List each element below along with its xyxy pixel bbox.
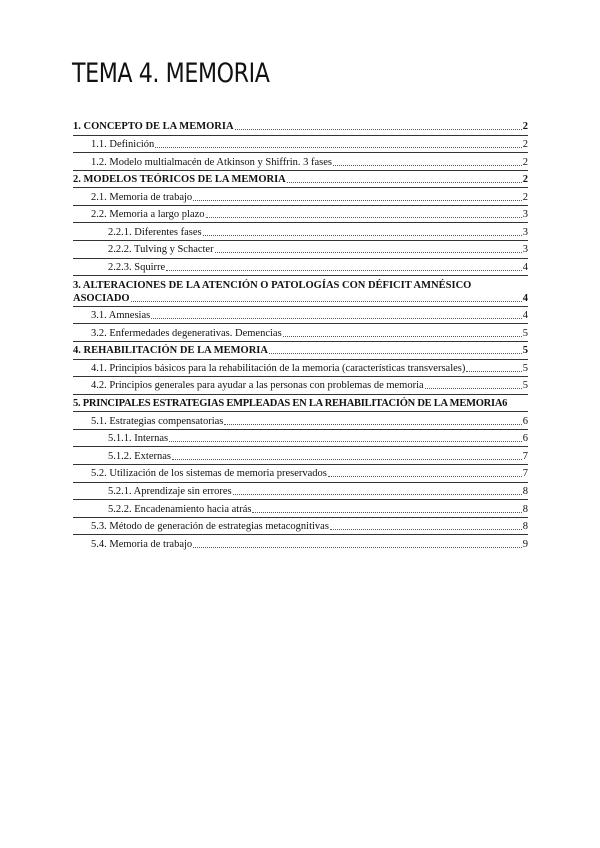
- dot-leader: [206, 217, 522, 218]
- toc-entry-page: 8: [522, 485, 528, 497]
- toc-entry-label: 2.2.2. Tulving y Schacter: [108, 244, 214, 256]
- toc-entry-page: 2: [522, 156, 528, 168]
- toc-entry-5-1-2[interactable]: [73, 447, 528, 465]
- toc-entry-page: 7: [522, 450, 528, 462]
- toc-entry-label: 4.1. Principios básicos para la rehabilitación de la memoria (características transversales): [91, 362, 466, 374]
- dot-leader: [166, 270, 522, 271]
- toc-entry-page: 5: [522, 362, 528, 374]
- dot-leader: [169, 441, 522, 442]
- toc-entry-1[interactable]: [73, 118, 528, 136]
- dot-leader: [269, 353, 522, 354]
- toc-entry-page: 4: [522, 262, 528, 274]
- dot-leader: [193, 547, 522, 548]
- dot-leader: [425, 388, 522, 389]
- dot-leader: [235, 129, 522, 130]
- dot-leader: [151, 318, 522, 319]
- toc-entry-1-1[interactable]: [73, 136, 528, 154]
- toc-entry-label: 1. CONCEPTO DE LA MEMORIA: [73, 121, 234, 133]
- toc-entry-label: 5.1. Estrategias compensatorias: [91, 415, 224, 427]
- toc-entry-label: ASOCIADO: [73, 292, 130, 304]
- toc-entry-page: 3: [522, 244, 528, 256]
- toc-entry-page: 5: [522, 327, 528, 339]
- dot-leader: [224, 424, 521, 425]
- dot-leader: [330, 529, 522, 530]
- toc-entry-label: 2.2.1. Diferentes fases: [108, 226, 202, 238]
- toc-entry-label: 2.2.3. Squirre: [108, 262, 166, 274]
- toc-entry-5-2[interactable]: [73, 465, 528, 483]
- toc-entry-2-2-1[interactable]: [73, 223, 528, 241]
- dot-leader: [203, 235, 522, 236]
- toc-entry-label: 3.1. Amnesias: [91, 310, 151, 322]
- dot-leader: [283, 336, 522, 337]
- toc-entry-label: 4.2. Principios generales para ayudar a las personas con problemas de memoria: [91, 380, 424, 392]
- toc-entry-5-2-1[interactable]: [73, 483, 528, 501]
- toc-entry-label: 5.1.1. Internas: [108, 433, 169, 445]
- dot-leader: [193, 200, 522, 201]
- toc-entry-page: 6: [522, 433, 528, 445]
- toc-entry-2-2-3[interactable]: [73, 259, 528, 277]
- toc-entry-2[interactable]: [73, 171, 528, 189]
- toc-entry-label: 1.2. Modelo multialmacén de Atkinson y Shiffrin. 3 fases: [91, 156, 332, 168]
- dot-leader: [131, 301, 522, 302]
- dot-leader: [172, 459, 522, 460]
- dot-leader: [252, 512, 521, 513]
- toc-entry-label: 5.3. Método de generación de estrategias metacognitivas: [91, 521, 329, 533]
- toc-entry-page: 2: [522, 191, 528, 203]
- toc-entry-5-3[interactable]: [73, 518, 528, 536]
- toc-entry-label-line1: 3. ALTERACIONES DE LA ATENCIÓN O PATOLOGÍAS CON DÉFICIT AMNÉSICO: [73, 279, 472, 291]
- toc-entry-label: 5.4. Memoria de trabajo: [91, 538, 193, 550]
- toc-entry-page: 4: [522, 292, 528, 304]
- toc-entry-label: 2. MODELOS TEÓRICOS DE LA MEMORIA: [73, 174, 286, 186]
- toc-entry-label: 5.2. Utilización de los sistemas de memoria preservados: [91, 468, 327, 480]
- toc-entry-5-4[interactable]: [73, 535, 528, 552]
- toc-entry-4-1[interactable]: [73, 360, 528, 378]
- dot-leader: [328, 476, 522, 477]
- toc-entry-2-1[interactable]: [73, 188, 528, 206]
- dot-leader: [155, 147, 521, 148]
- dot-leader: [333, 165, 522, 166]
- toc-entry-5-1-1[interactable]: [73, 430, 528, 448]
- toc-entry-page: 2: [522, 138, 528, 150]
- dot-leader: [233, 494, 522, 495]
- toc-entry-3[interactable]: [73, 276, 528, 307]
- toc-entry-label: 5.1.2. Externas: [108, 450, 171, 462]
- toc-entry-label: 2.2. Memoria a largo plazo: [91, 209, 205, 221]
- toc-entry-label: 2.1. Memoria de trabajo: [91, 191, 193, 203]
- toc-entry-5-2-2[interactable]: [73, 500, 528, 518]
- toc-entry-page: 3: [522, 226, 528, 238]
- toc-entry-5-1[interactable]: [73, 412, 528, 430]
- toc-entry-page: 6: [522, 415, 528, 427]
- toc-entry-page: 2: [522, 121, 528, 133]
- toc-entry-page: 8: [522, 521, 528, 533]
- toc-entry-3-2[interactable]: [73, 324, 528, 342]
- toc-entry-page: 6: [502, 398, 508, 410]
- toc-entry-label: 5. PRINCIPALES ESTRATEGIAS EMPLEADAS EN LA REHABILITACIÓN DE LA MEMORIA: [73, 398, 503, 410]
- toc-entry-4-2[interactable]: [73, 377, 528, 395]
- toc-entry-page: 7: [522, 468, 528, 480]
- toc-entry-page: 4: [522, 310, 528, 322]
- toc-entry-4[interactable]: [73, 342, 528, 360]
- toc-entry-5[interactable]: [73, 395, 528, 413]
- page-title: TEMA 4. MEMORIA: [72, 58, 270, 89]
- toc-entry-label: 3.2. Enfermedades degenerativas. Demencias: [91, 327, 282, 339]
- toc-entry-1-2[interactable]: [73, 153, 528, 171]
- toc-entry-page: 3: [522, 209, 528, 221]
- toc-entry-page: 8: [522, 503, 528, 515]
- toc-entry-2-2[interactable]: [73, 206, 528, 224]
- toc-entry-label: 4. REHABILITACIÓN DE LA MEMORIA: [73, 345, 268, 357]
- toc-entry-page: 9: [522, 538, 528, 550]
- dot-leader: [215, 252, 522, 253]
- toc-entry-2-2-2[interactable]: [73, 241, 528, 259]
- dot-leader: [287, 182, 522, 183]
- toc-entry-label: 1.1. Definición: [91, 138, 155, 150]
- toc-entry-3-1[interactable]: [73, 307, 528, 325]
- toc-entry-label: 5.2.2. Encadenamiento hacia atrás: [108, 503, 252, 515]
- table-of-contents: [73, 118, 528, 552]
- toc-entry-page: 5: [522, 345, 528, 357]
- toc-entry-page: 2: [522, 174, 528, 186]
- toc-entry-label: 5.2.1. Aprendizaje sin errores: [108, 485, 232, 497]
- toc-entry-page: 5: [522, 380, 528, 392]
- dot-leader: [466, 371, 521, 372]
